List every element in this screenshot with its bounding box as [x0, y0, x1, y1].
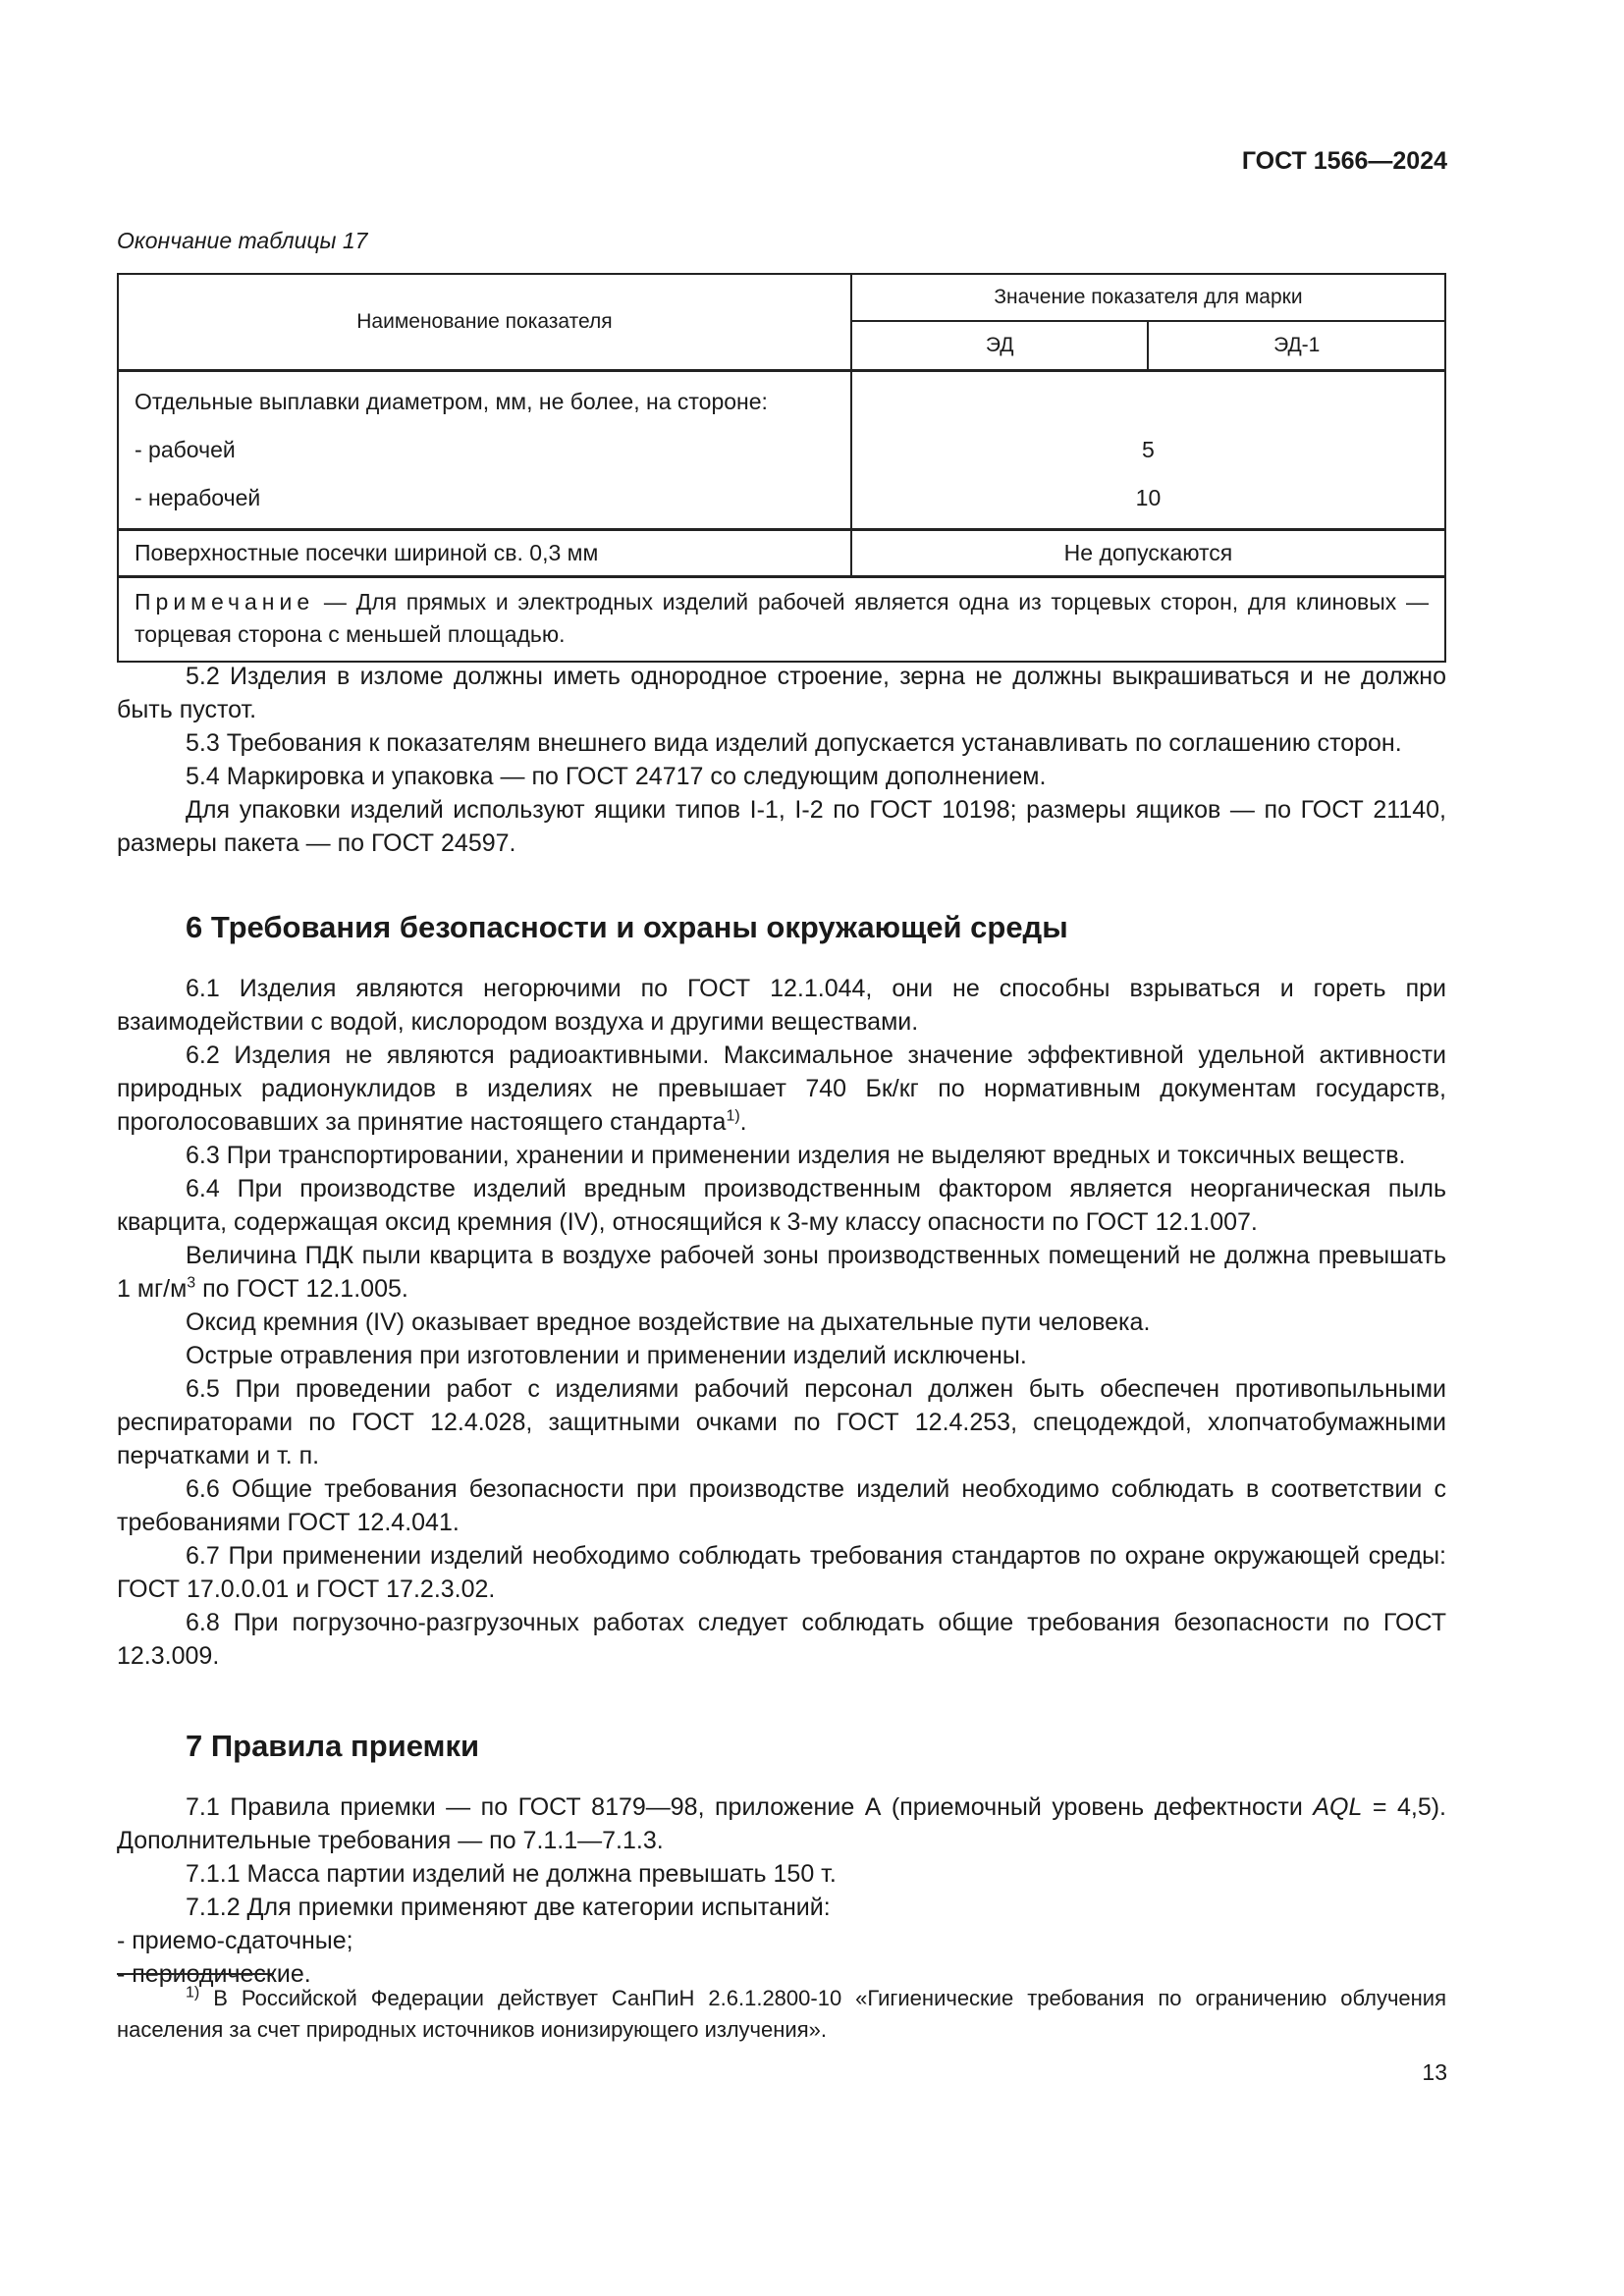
row-label-cell: Поверхностные посечки шириной св. 0,3 мм [118, 530, 851, 577]
row-value-line: 5 [1142, 437, 1155, 462]
col-value-header: Значение показателя для марки [851, 274, 1445, 321]
table-17 [117, 273, 1446, 663]
table-note [118, 577, 1445, 663]
paragraph: 6.8 При погрузочно-разгрузочных работах следует соблюдать общие требования безопасности по ГОСТ 12.3.009. [117, 1609, 1446, 1670]
superscript: 3 [187, 1274, 196, 1292]
section-6-heading: 6 Требования безопасности и охраны окружающей среды [186, 910, 1068, 944]
paragraph: 6.7 При применении изделий необходимо соблюдать требования стандартов по охране окружающей среды: ГОСТ 17.0.0.01 и ГОСТ 17.2.3.02. [117, 1542, 1446, 1603]
table-note-row [118, 577, 1445, 663]
footnote-marker: 1) [186, 1984, 200, 2002]
row-label-cell [118, 371, 851, 530]
table-caption: Окончание таблицы 17 [117, 228, 368, 253]
section-7 [117, 1730, 1446, 1763]
list-item: - приемо-сдаточные; [117, 1927, 353, 1954]
paragraph: 6.2 Изделия не являются радиоактивными. Максимальное значение эффективной удельной активности природных радионуклидов в изделиях не превышает 740 Бк/кг по нормативным документам государств, проголосовавших за принятие настоящего стандарта$^{1)}$. [117, 1041, 1446, 1136]
row-value-cell: Не допускаются [851, 530, 1445, 577]
row-label-line: - рабочей [135, 437, 236, 462]
section-7-text [117, 1790, 1446, 1991]
footnote-divider [117, 1973, 274, 1975]
paragraph: 6.4 При производстве изделий вредным производственным фактором является неорганическая пыль кварцита, содержащая оксид кремния (IV), относящийся к 3-му классу опасности по ГОСТ 12.1.007. [117, 1175, 1446, 1236]
paragraph: 7.1 Правила приемки — по ГОСТ 8179—98, приложение А (приемочный уровень дефектности AQL = 4,5). Дополнительные требования — по 7.1.1—7.1.3. [117, 1793, 1446, 1854]
paragraph: Острые отравления при изготовлении и применении изделий исключены. [186, 1342, 1027, 1369]
paragraph: 5.3 Требования к показателям внешнего вида изделий допускается устанавливать по соглашению сторон. [186, 729, 1402, 757]
paragraph: 5.2 Изделия в изломе должны иметь однородное строение, зерна не должны выкрашиваться и не должно быть пустот. [117, 663, 1446, 723]
section-6-text [117, 972, 1446, 1673]
footnote: $^{1)}$ В Российской Федерации действует СанПиН 2.6.1.2800-10 «Гигиенические требования по ограничению облучения населения за счет природных источников ионизирующего излучения». [117, 1984, 1446, 2042]
document-id: ГОСТ 1566—2024 [1241, 147, 1447, 175]
paragraph: 7.1.2 Для приемки применяют две категории испытаний: [186, 1894, 831, 1921]
table-row [118, 371, 1445, 530]
section-7-heading: 7 Правила приемки [186, 1729, 480, 1763]
row-value-line [852, 378, 1444, 426]
paragraph: Величина ПДК пыли кварцита в воздухе рабочей зоны производственных помещений не должна превышать 1 $мг/м^3$ по ГОСТ 12.1.005. [117, 1242, 1446, 1303]
table-row [118, 530, 1445, 577]
col-name-header: Наименование показателя [118, 274, 851, 371]
page-number: 13 [1422, 2059, 1447, 2085]
row-value-cell [851, 371, 1445, 530]
row-value-line: 10 [1135, 485, 1162, 510]
paragraph: 6.6 Общие требования безопасности при производстве изделий необходимо соблюдать в соответствии с требованиями ГОСТ 12.4.041. [117, 1475, 1446, 1536]
row-label-line: - нерабочей [135, 485, 261, 510]
list-item: - периодические. [117, 1960, 311, 1988]
grade-ed1-header: ЭД-1 [1148, 321, 1445, 371]
note-label: Примечание [135, 589, 315, 614]
note-text: — Для прямых и электродных изделий рабочей является одна из торцевых сторон, для клиновых — торцевая сторона с меньшей площадью. [135, 589, 1429, 647]
footnote-ref: 1) [726, 1107, 740, 1125]
paragraph: 6.1 Изделия являются негорючими по ГОСТ 12.1.044, они не способны взрываться и гореть при взаимодействии с водой, кислородом воздуха и другими веществами. [117, 975, 1446, 1036]
paragraph: 6.3 При транспортировании, хранении и применении изделия не выделяют вредных и токсичных веществ. [186, 1142, 1406, 1169]
paragraph: 7.1.1 Масса партии изделий не должна превышать 150 т. [186, 1860, 837, 1888]
grade-ed-header: ЭД [851, 321, 1149, 371]
paragraph: 5.4 Маркировка и упаковка — по ГОСТ 24717 со следующим дополнением. [186, 763, 1047, 790]
aql-term: AQL [1313, 1793, 1363, 1821]
section-6 [117, 911, 1446, 944]
row-label-line: Отдельные выплавки диаметром, мм, не более, на стороне: [135, 389, 768, 414]
section-5-text [117, 660, 1446, 860]
paragraph: Для упаковки изделий используют ящики типов I-1, I-2 по ГОСТ 10198; размеры ящиков — по ГОСТ 21140, размеры пакета — по ГОСТ 24597. [117, 796, 1446, 857]
paragraph: Оксид кремния (IV) оказывает вредное воздействие на дыхательные пути человека. [186, 1308, 1151, 1336]
paragraph: 6.5 При проведении работ с изделиями рабочий персонал должен быть обеспечен противопыльными респираторами по ГОСТ 12.4.028, защитными очками по ГОСТ 12.4.253, спецодеждой, хлопчатобумажными перчатками и т. п. [117, 1375, 1446, 1469]
